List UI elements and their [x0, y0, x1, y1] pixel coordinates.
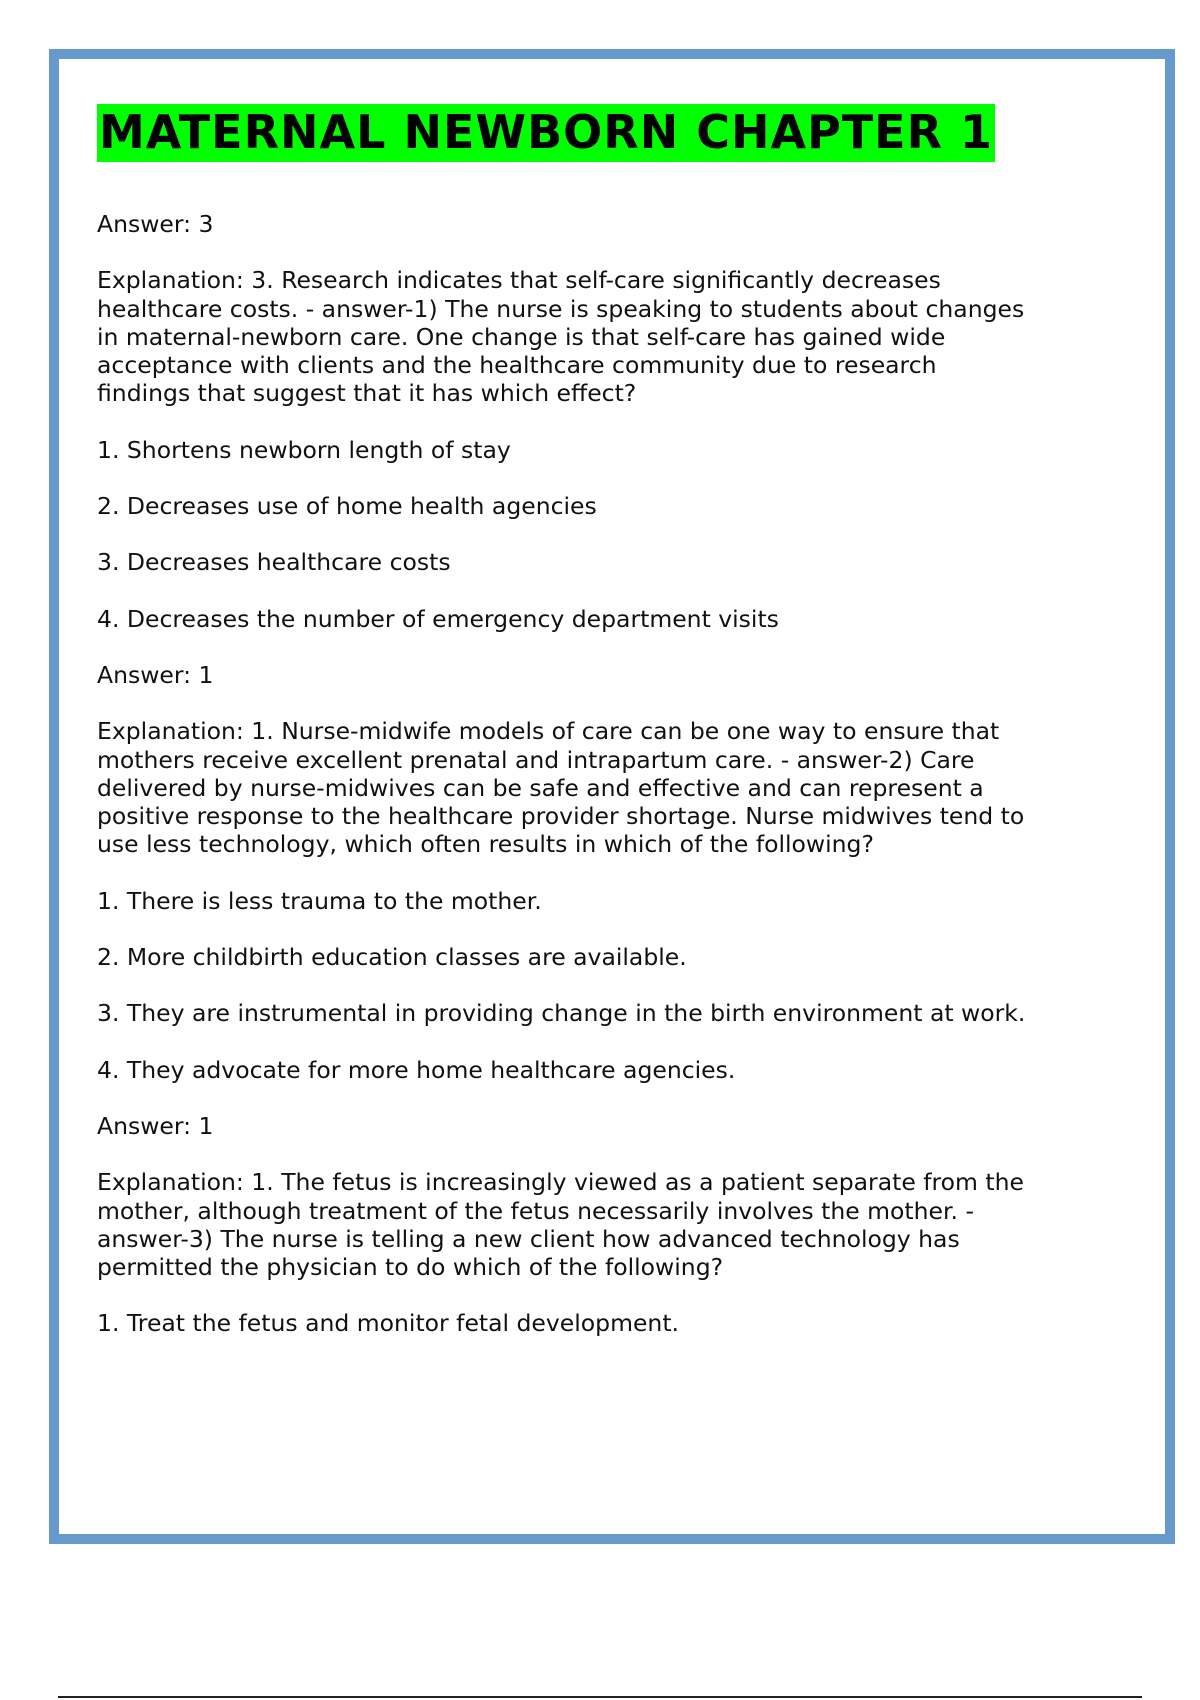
option-item: 1. Shortens newborn length of stay: [97, 435, 511, 464]
explanation-paragraph: Explanation: 1. The fetus is increasingly viewed as a patient separate from the mother, although treatment of the fetus necessarily involves the mother. - answer-3) The nurse is telling a new client how advanced technology has permitted the physician to do which of the following?: [97, 1168, 1024, 1282]
title-wrap: [97, 104, 1027, 162]
document-title: MATERNAL NEWBORN CHAPTER 1: [97, 104, 995, 162]
option-item: 1. There is less trauma to the mother.: [97, 886, 542, 915]
answer-line: Answer: 1: [97, 1111, 214, 1140]
answer-line: Answer: 3: [97, 210, 214, 238]
explanation-paragraph: Explanation: 1. Nurse-midwife models of care can be one way to ensure that mothers receive excellent prenatal and intrapartum care. - answer-2) Care delivered by nurse-midwives can be safe and effective and can represent a positive response to the healthcare provider shortage. Nurse midwives tend to use less technology, which often results in which of the following?: [97, 717, 1025, 859]
answer-line: Answer: 1: [97, 660, 214, 689]
option-item: 4. They advocate for more home healthcare agencies.: [97, 1055, 736, 1084]
document-content: [97, 104, 1027, 1366]
explanation-paragraph: Explanation: 3. Research indicates that self-care significantly decreases healthcare costs. - answer-1) The nurse is speaking to students about changes in maternal-newborn care. One change is that self-care has gained wide acceptance with clients and the healthcare community due to research findings that suggest that it has which effect?: [97, 266, 1025, 408]
option-item: 2. Decreases use of home health agencies: [97, 492, 597, 521]
option-item: 1. Treat the fetus and monitor fetal development.: [97, 1309, 680, 1338]
option-item: 3. They are instrumental in providing change in the birth environment at work.: [97, 999, 1026, 1028]
bottom-divider: [58, 1696, 1142, 1698]
option-item: 2. More childbirth education classes are available.: [97, 943, 687, 972]
option-item: 3. Decreases healthcare costs: [97, 548, 451, 577]
option-item: 4. Decreases the number of emergency department visits: [97, 604, 779, 633]
